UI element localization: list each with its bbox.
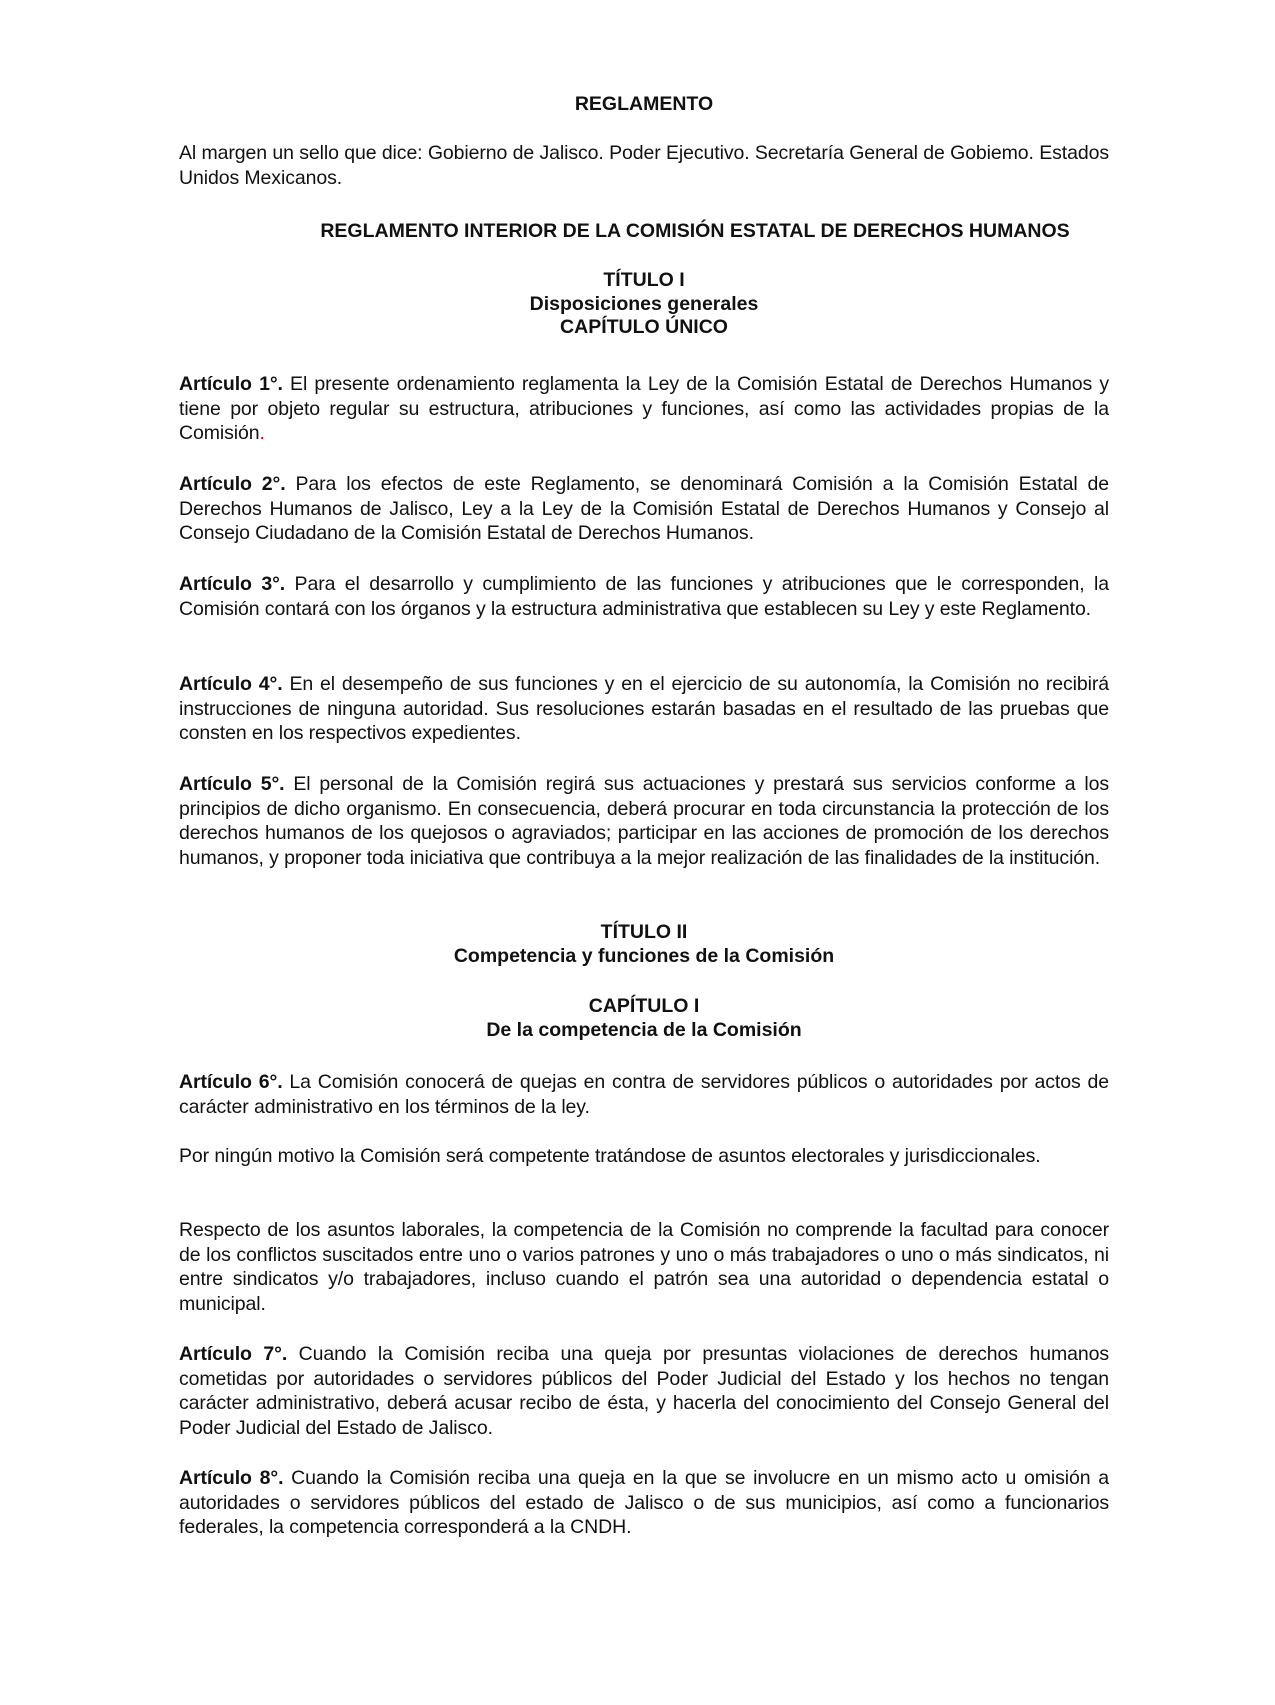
capitulo-1-label: CAPÍTULO I [588, 995, 700, 1017]
article-3-text: Para el desarrollo y cumplimiento de las funciones y atribuciones que le corresponden, la Comisión contará con los órganos y la estructura administrativa que establecen su Ley y este Reglamento. [179, 573, 1110, 620]
article-7 [179, 1342, 1109, 1440]
article-6-paragraph-2: Por ningún motivo la Comisión será competente tratándose de asuntos electorales y jurisdiccionales. [179, 1145, 1041, 1167]
article-1-end: . [259, 422, 265, 445]
titulo-2-label: TÍTULO II [600, 921, 688, 943]
titulo-1-heading [179, 269, 1109, 340]
article-8 [179, 1466, 1109, 1540]
article-1-text: El presente ordenamiento reglamenta la Ley de la Comisión Estatal de Derechos Humanos y tiene por objeto regular su estructura, atribuciones y funciones, así como las actividades propias de la Comisión [179, 373, 1109, 445]
article-7-text: Cuando la Comisión reciba una queja por presuntas violaciones de derechos humanos cometidas por autoridades o servidores públicos del Poder Judicial del Estado y los hechos no tengan carácter administrativo, deberá acusar recibo de ésta, y hacerla del conocimiento del Consejo General del Poder Judicial del Estado de Jalisco. [179, 1343, 1109, 1439]
titulo-1-name: Disposiciones generales [529, 292, 759, 315]
article-2-text: Para los efectos de este Reglamento, se denominará Comisión a la Comisión Estatal de Derechos Humanos de Jalisco, Ley a la Ley de la Comisión Estatal de Derechos Humanos y Consejo al Consejo Ciudadano de la Comisión Estatal de Derechos Humanos. [179, 473, 1109, 545]
article-5-text: El personal de la Comisión regirá sus actuaciones y prestará sus servicios conforme a los principios de dicho organismo. En consecuencia, deberá procurar en toda circunstancia la protección de los derechos humanos de los quejosos o agraviados; participar en las acciones de promoción de los derechos humanos, y proponer toda iniciativa que contribuya a la mejor realización de las finalidades de la institución. [179, 773, 1109, 869]
doc-heading: REGLAMENTO [574, 93, 714, 115]
article-6-label: Artículo 6°. [179, 1071, 283, 1093]
titulo-2-heading [179, 921, 1109, 968]
article-2 [179, 472, 1109, 546]
article-5 [179, 772, 1109, 870]
article-3 [179, 572, 1109, 621]
titulo-2-name: Competencia y funciones de la Comisión [453, 944, 835, 967]
seal-note: Al margen un sello que dice: Gobierno de Jalisco. Poder Ejecutivo. Secretaría General de Gobiemo. Estados Unidos Mexicanos. [179, 142, 1109, 189]
article-3-label: Artículo 3°. [179, 573, 286, 595]
article-6-paragraph-3: Respecto de los asuntos laborales, la competencia de la Comisión no comprende la facultad para conocer de los conflictos suscitados entre uno o varios patrones y uno o más trabajadores o uno o más sindicatos, ni entre sindicatos y/o trabajadores, incluso cuando el patrón sea una autoridad o dependencia estatal o municipal. [179, 1219, 1109, 1315]
capitulo-1-heading [179, 995, 1109, 1042]
article-8-text: Cuando la Comisión reciba una queja en la que se involucre en un mismo acto u omisión a autoridades o servidores públicos del estado de Jalisco o de sus municipios, así como a funcionarios federales, la competencia corresponderá a la CNDH. [179, 1467, 1109, 1539]
article-4 [179, 672, 1109, 746]
article-6 [179, 1070, 1109, 1119]
article-7-label: Artículo 7°. [179, 1343, 288, 1365]
article-1-label: Artículo 1°. [179, 373, 283, 395]
article-6-text: La Comisión conocerá de quejas en contra de servidores públicos o autoridades por actos de carácter administrativo en los términos de la ley. [179, 1071, 1109, 1118]
article-4-text: En el desempeño de sus funciones y en el ejercicio de su autonomía, la Comisión no recibirá instrucciones de ninguna autoridad. Sus resoluciones estarán basadas en el resultado de las pruebas que consten en los respectivos expedientes. [179, 673, 1109, 745]
article-4-label: Artículo 4°. [179, 673, 283, 695]
article-8-label: Artículo 8°. [179, 1467, 284, 1489]
article-5-label: Artículo 5°. [179, 773, 285, 795]
regulation-title: REGLAMENTO INTERIOR DE LA COMISIÓN ESTATAL DE DERECHOS HUMANOS [320, 220, 1070, 242]
capitulo-unico-label: CAPÍTULO ÚNICO [560, 316, 728, 338]
article-2-label: Artículo 2°. [179, 473, 286, 495]
titulo-1-label: TÍTULO I [603, 269, 685, 291]
capitulo-1-name: De la competencia de la Comisión [486, 1018, 802, 1041]
article-1 [179, 372, 1109, 446]
